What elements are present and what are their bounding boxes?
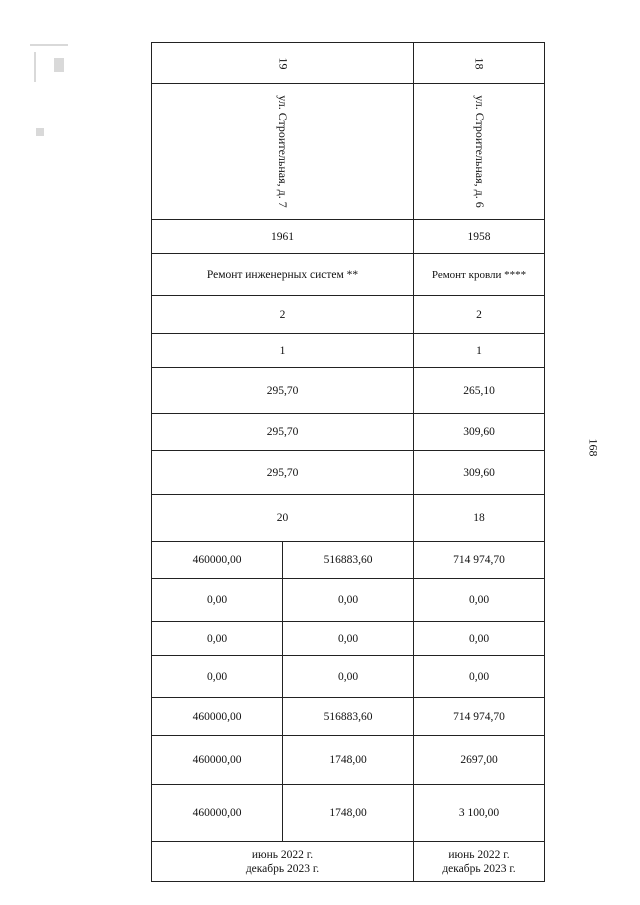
- scan-artifact: [34, 52, 36, 82]
- cell-r9: 295,70: [152, 451, 414, 495]
- cell-address: [414, 84, 545, 220]
- row-money-5: [152, 698, 545, 736]
- scan-artifact: [54, 58, 64, 72]
- house-address: ул. Строительная, д. 6: [472, 95, 487, 208]
- cell-r6: 1: [152, 334, 414, 368]
- period-start: июнь 2022 г.: [251, 848, 314, 861]
- row-number: [152, 43, 545, 84]
- estimate-table: [151, 42, 545, 882]
- row-r8: [152, 414, 545, 451]
- cell-money: 0,00: [152, 622, 283, 656]
- cell-money: 1748,00: [283, 736, 414, 785]
- cell-year: 1958: [414, 220, 545, 254]
- cell-work-type: Ремонт кровли ****: [414, 254, 545, 296]
- cell-number: [414, 43, 545, 84]
- cell-r5: 2: [414, 296, 545, 334]
- row-r6: [152, 334, 545, 368]
- row-year: [152, 220, 545, 254]
- cell-money: 460000,00: [152, 785, 283, 842]
- cell-money: 516883,60: [283, 698, 414, 736]
- cell-money: 0,00: [283, 622, 414, 656]
- cell-work-type: Ремонт инженерных систем **: [152, 254, 414, 296]
- cell-number: [152, 43, 414, 84]
- row-r9: [152, 451, 545, 495]
- row-money-3: [152, 622, 545, 656]
- cell-r8: 295,70: [152, 414, 414, 451]
- page-number: 168: [586, 438, 601, 457]
- period-end: декабрь 2023 г.: [442, 862, 516, 875]
- row-money-4: [152, 656, 545, 698]
- house-number: 19: [276, 57, 290, 69]
- house-number: 18: [472, 57, 487, 69]
- cell-money: 0,00: [152, 579, 283, 622]
- row-address: [152, 84, 545, 220]
- cell-period: [414, 842, 545, 882]
- row-money-1: [152, 542, 545, 579]
- cell-period: [152, 842, 414, 882]
- cell-r8: 309,60: [414, 414, 545, 451]
- cell-money: 460000,00: [152, 736, 283, 785]
- cell-money: 2697,00: [414, 736, 545, 785]
- cell-money: 0,00: [414, 579, 545, 622]
- row-money-7: [152, 785, 545, 842]
- house-address: ул. Строительная, д. 7: [276, 95, 290, 208]
- cell-r7: 295,70: [152, 368, 414, 414]
- cell-money: 714 974,70: [414, 542, 545, 579]
- row-work-type: [152, 254, 545, 296]
- cell-money: 0,00: [414, 656, 545, 698]
- cell-r10: 18: [414, 495, 545, 542]
- cell-address: [152, 84, 414, 220]
- cell-year: 1961: [152, 220, 414, 254]
- cell-r9: 309,60: [414, 451, 545, 495]
- row-r7: [152, 368, 545, 414]
- row-period: [152, 842, 545, 882]
- cell-money: 3 100,00: [414, 785, 545, 842]
- row-money-2: [152, 579, 545, 622]
- period-start: июнь 2022 г.: [448, 848, 510, 861]
- cell-money: 0,00: [283, 579, 414, 622]
- cell-r10: 20: [152, 495, 414, 542]
- scan-artifact: [36, 128, 44, 136]
- cell-money: 714 974,70: [414, 698, 545, 736]
- scan-artifact: [30, 44, 68, 46]
- cell-money: 0,00: [152, 656, 283, 698]
- cell-r6: 1: [414, 334, 545, 368]
- cell-money: 0,00: [414, 622, 545, 656]
- cell-money: 516883,60: [283, 542, 414, 579]
- cell-r5: 2: [152, 296, 414, 334]
- row-r5: [152, 296, 545, 334]
- cell-money: 1748,00: [283, 785, 414, 842]
- cell-money: 0,00: [283, 656, 414, 698]
- cell-money: 460000,00: [152, 698, 283, 736]
- row-money-6: [152, 736, 545, 785]
- period-end: декабрь 2023 г.: [245, 862, 320, 875]
- row-r10: [152, 495, 545, 542]
- cell-r7: 265,10: [414, 368, 545, 414]
- cell-money: 460000,00: [152, 542, 283, 579]
